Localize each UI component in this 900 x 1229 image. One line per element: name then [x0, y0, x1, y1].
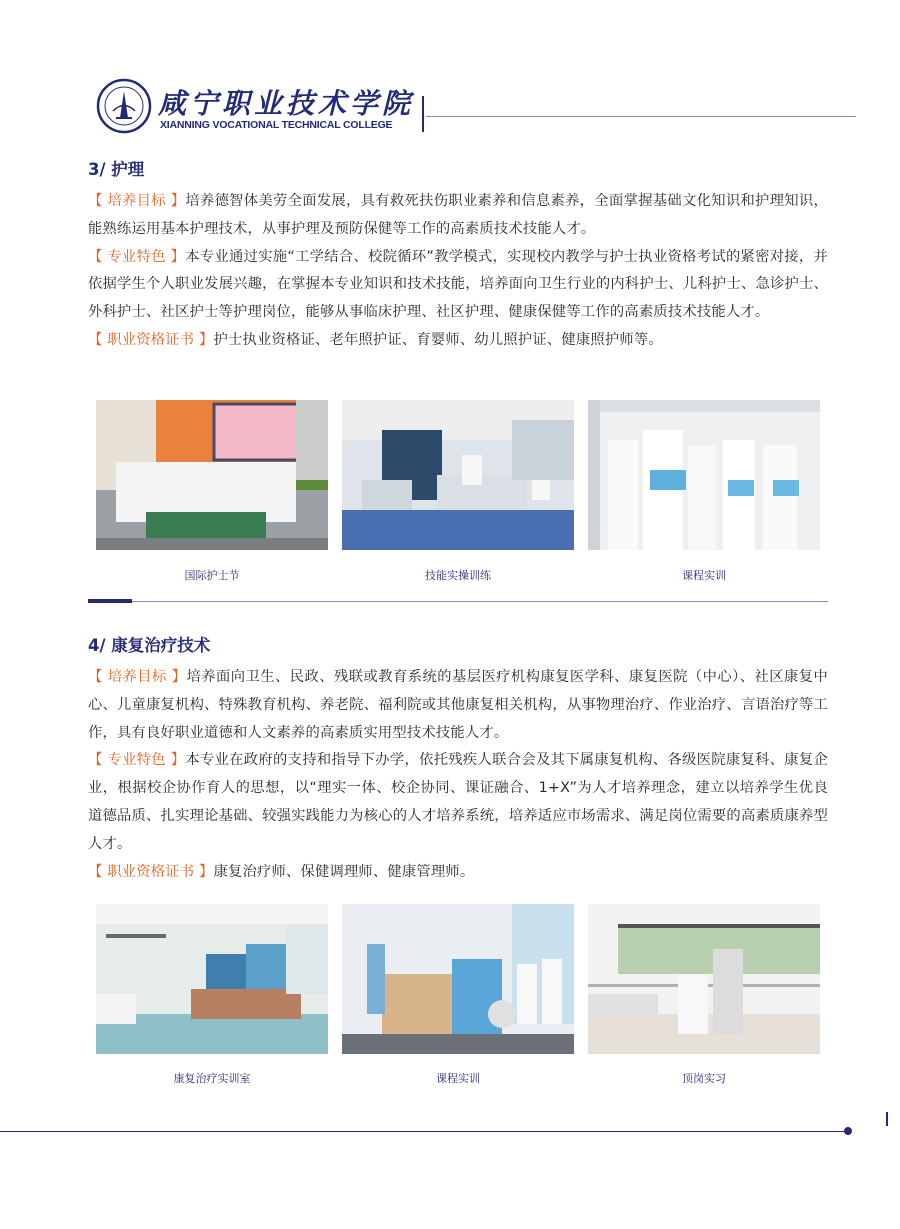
header-divider-bar	[422, 96, 424, 132]
rehab-lab-image	[96, 904, 328, 1054]
rehab-course-image	[342, 904, 574, 1054]
training-goal-paragraph	[88, 664, 828, 747]
photo-course-training	[588, 400, 820, 550]
photo-internship	[588, 904, 820, 1054]
header-rule	[426, 116, 856, 117]
major-feature-tag: 【 专业特色 】	[88, 248, 186, 265]
certificate-tag: 【 职业资格证书 】	[88, 863, 214, 880]
training-goal-tag: 【 培养目标 】	[88, 669, 187, 685]
photo-caption: 技能实操训练	[425, 569, 491, 582]
major-feature-text: 本专业在政府的支持和指导下办学，依托残疾人联合会及其下属康复机构、各级医院康复科、康复企业，根据校企协作育人的思想，以“理实一体、校企协同、课证融合、1+X”为人才培养理念，建立以培养学生优良道德品质、扎实理论基础、较强实践能力为核心的人才培养系统，培养适应市场需求、满足岗位需要的高素质康养型人才。	[88, 752, 828, 852]
ward-training-image	[342, 400, 574, 550]
training-goal-text: 培养面向卫生、民政、残联或教育系统的基层医疗机构康复医学科、康复医院（中心）、社区康复中心、儿童康复机构、特殊教育机构、养老院、福利院或其他康复相关机构，从事物理治疗、作业治疗、言语治疗等工作，具有良好职业道德和人文素养的高素质实用型技术技能人才。	[88, 669, 828, 741]
footer-dot	[844, 1127, 852, 1135]
rehab-photo-row	[96, 904, 822, 1054]
photo-caption: 国际护士节	[184, 569, 240, 582]
major-feature-paragraph	[88, 244, 828, 327]
nursing-photo-row	[96, 400, 822, 550]
training-goal-paragraph	[88, 188, 828, 244]
major-feature-paragraph	[88, 747, 828, 858]
group-photo-image	[96, 400, 328, 550]
certificate-paragraph	[88, 859, 828, 887]
major-feature-tag: 【 专业特色 】	[88, 752, 186, 769]
nurses-group-image	[588, 400, 820, 550]
photo-caption: 课程实训	[682, 569, 726, 582]
training-goal-text: 培养德智体美劳全面发展，具有救死扶伤职业素养和信息素养，全面掌握基础文化知识和护理知识，能熟练运用基本护理技术，从事护理及预防保健等工作的高素质技术技能人才。	[88, 193, 828, 237]
photo-caption: 康复治疗实训室	[173, 1072, 251, 1085]
certificate-paragraph	[88, 327, 828, 355]
section-title: 4/ 康复治疗技术	[88, 636, 211, 655]
certificate-text: 康复治疗师、保健调理师、健康管理师。	[213, 863, 475, 880]
photo-caption: 顶岗实习	[682, 1072, 726, 1085]
major-feature-text: 本专业通过实施“工学结合、校院循环”教学模式，实现校内教学与护士执业资格考试的紧密对接，并依据学生个人职业发展兴趣，在掌握本专业知识和技术技能，培养面向卫生行业的内科护士、儿科护士、急诊护士、外科护士、社区护士等护理岗位，能够从事临床护理、社区护理、健康保健等工作的高素质技术技能人才。	[88, 248, 828, 321]
internship-image	[588, 904, 820, 1054]
section-title: 3/ 护理	[88, 160, 145, 179]
photo-nurses-day	[96, 400, 328, 550]
photo-caption: 课程实训	[436, 1072, 480, 1085]
photo-skill-training	[342, 400, 574, 550]
section-divider	[88, 601, 828, 602]
section-rehabilitation	[88, 634, 828, 886]
college-header	[96, 78, 856, 140]
college-name-cn: 咸宁职业技术学院	[158, 87, 415, 120]
section-divider-accent	[88, 599, 132, 603]
college-name-en: XIANNING VOCATIONAL TECHNICAL COLLEGE	[160, 119, 393, 131]
training-goal-tag: 【 培养目标 】	[88, 193, 186, 209]
college-seal-icon	[96, 78, 152, 134]
certificate-tag: 【 职业资格证书 】	[88, 331, 214, 348]
section-nursing	[88, 158, 828, 355]
certificate-text: 护士执业资格证、老年照护证、育婴师、幼儿照护证、健康照护师等。	[213, 331, 663, 348]
photo-rehab-lab	[96, 904, 328, 1054]
photo-rehab-course	[342, 904, 574, 1054]
footer-rule	[0, 1131, 846, 1132]
footer-tick	[886, 1112, 888, 1126]
